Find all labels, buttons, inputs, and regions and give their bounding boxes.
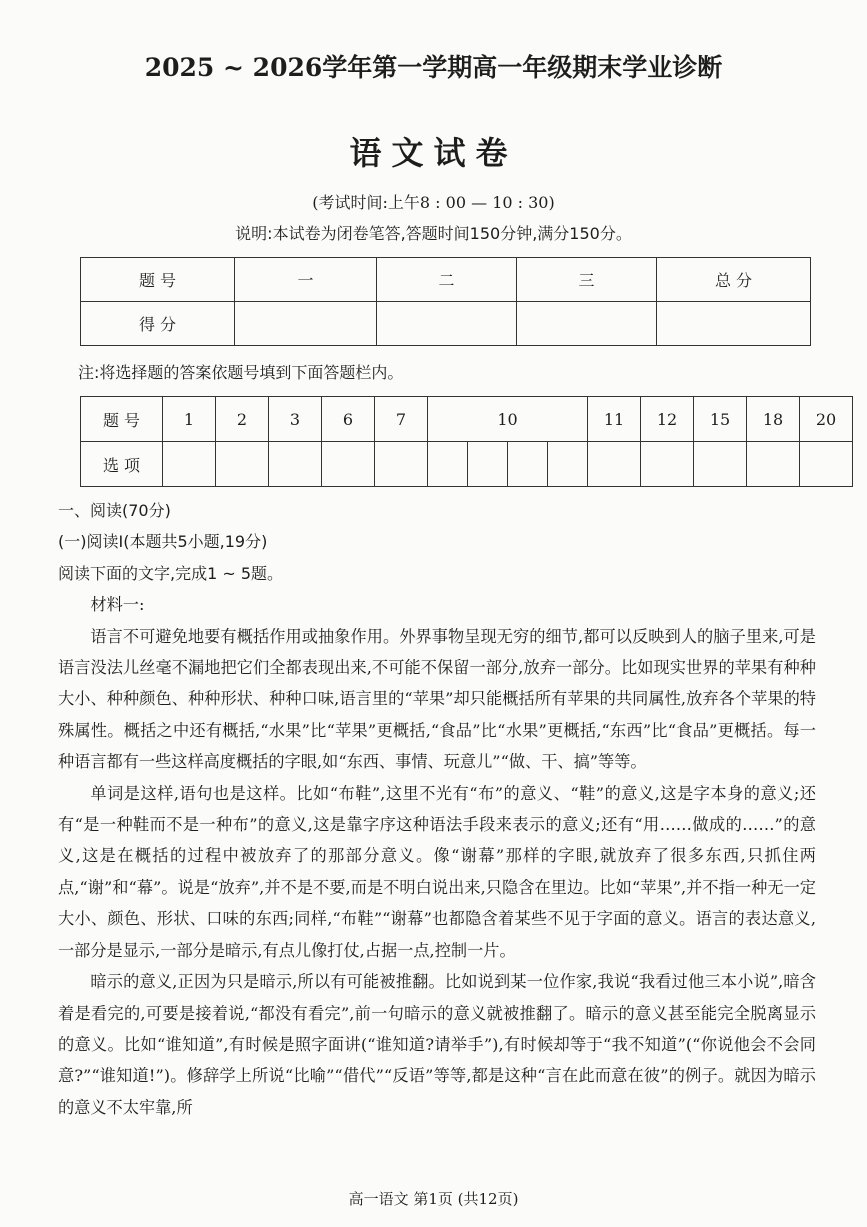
question-number: 10: [428, 397, 588, 442]
answer-input-cell[interactable]: [322, 442, 375, 487]
answer-table-option-row: [81, 442, 853, 487]
answer-label-number: 题 号: [81, 397, 163, 442]
question-number: 6: [322, 397, 375, 442]
answer-input-cell[interactable]: [800, 442, 853, 487]
page-footer: 高一语文 第1页 (共12页): [348, 1190, 519, 1208]
score-input-part1[interactable]: [235, 302, 377, 346]
answer-input-cell[interactable]: [269, 442, 322, 487]
reading-instruction: 阅读下面的文字,完成1 ~ 5题。: [58, 563, 284, 583]
answer-input-cell[interactable]: [508, 442, 548, 487]
score-table-header-row: [81, 258, 811, 302]
question-number: 20: [800, 397, 853, 442]
paper-title: 语文试卷: [349, 134, 518, 172]
score-input-part2[interactable]: [377, 302, 517, 346]
answer-input-cell[interactable]: [163, 442, 216, 487]
question-number: 18: [747, 397, 800, 442]
paragraph: 语言不可避免地要有概括作用或抽象作用。外界事物呈现无穷的细节,都可以反映到人的脑子里来,可是语言没法儿丝毫不漏地把它们全都表现出来,不可能不保留一部分,放弃一部分。比如现实世界的苹果有种种大小、种种颜色、种种形状、种种口味,语言里的“苹果”却只能概括所有苹果的共同属性,放弃各个苹果的特殊属性。概括之中还有概括,“水果”比“苹果”更概括,“食品”比“水果”更概括,“东西”比“食品”更概括。每一种语言都有一些这样高度概括的字眼,如“东西、事情、玩意儿”“做、干、搞”等等。: [58, 626, 816, 772]
exam-note: 说明:本试卷为闭卷笔答,答题时间150分钟,满分150分。: [235, 224, 632, 243]
score-cell-label: 题 号: [81, 258, 235, 302]
question-number: 7: [375, 397, 428, 442]
answer-input-cell[interactable]: [548, 442, 588, 487]
answer-table-number-row: [81, 397, 853, 442]
score-cell-part3: 三: [517, 258, 657, 302]
answer-input-cell[interactable]: [747, 442, 800, 487]
question-number: 2: [216, 397, 269, 442]
answer-input-cell[interactable]: [468, 442, 508, 487]
score-row-label: 得 分: [81, 302, 235, 346]
answer-label-option: 选 项: [81, 442, 163, 487]
answer-input-cell[interactable]: [428, 442, 468, 487]
question-number: 12: [641, 397, 694, 442]
score-cell-part2: 二: [377, 258, 517, 302]
section-heading-part1: 一、阅读(70分): [58, 501, 171, 520]
paragraph: 暗示的意义,正因为只是暗示,所以有可能被推翻。比如说到某一位作家,我说“我看过他三本小说”,暗含着是看完的,可要是接着说,“都没有看完”,前一句暗示的意义就被推翻了。暗示的意义甚至能完全脱离显示的意义。比如“谁知道”,有时候是照字面讲(“谁知道?请举手”),有时候却等于“我不知道”(“你说他会不会同意?”“谁知道!”)。修辞学上所说“比喻”“借代”“反语”等等,都是这种“言在此而意在彼”的例子。就因为暗示的意义不太牢靠,所: [58, 972, 816, 1117]
exam-time: (考试时间:上午8 : 00 — 10 : 30): [312, 193, 555, 212]
answer-input-cell[interactable]: [375, 442, 428, 487]
exam-header: 2025 ~ 2026学年第一学期高一年级期末学业诊断: [144, 53, 723, 82]
question-number: 15: [694, 397, 747, 442]
reading-section: [58, 495, 816, 1123]
answer-table: [80, 396, 853, 487]
score-input-part3[interactable]: [517, 302, 657, 346]
score-table-score-row: [81, 302, 811, 346]
score-cell-total: 总 分: [657, 258, 811, 302]
answer-input-cell[interactable]: [694, 442, 747, 487]
score-table: [80, 257, 811, 346]
answer-input-cell[interactable]: [588, 442, 641, 487]
section-heading-reading1: (一)阅读Ⅰ(本题共5小题,19分): [58, 532, 268, 552]
score-input-total[interactable]: [657, 302, 811, 346]
score-cell-part1: 一: [235, 258, 377, 302]
paragraph: 单词是这样,语句也是这样。比如“布鞋”,这里不光有“布”的意义、“鞋”的意义,这是字本身的意义;还有“是一种鞋而不是一种布”的意义,这是靠字序这种语法手段来表示的意义;还有“用……做成的……”的意义,这是在概括的过程中被放弃了的那部分意义。像“谢幕”那样的字眼,就放弃了很多东西,只抓住两点,“谢”和“幕”。说是“放弃”,并不是不要,而是不明白说出来,只隐含在里边。比如“苹果”,并不指一种无一定大小、颜色、形状、口味的东西;同样,“布鞋”“谢幕”也都隐含着某些不见于字面的意义。语言的表达意义,一部分是显示,一部分是暗示,有点儿像打仗,占据一点,控制一片。: [58, 783, 816, 960]
question-number: 11: [588, 397, 641, 442]
answer-input-cell[interactable]: [641, 442, 694, 487]
answer-input-cell[interactable]: [216, 442, 269, 487]
question-number: 1: [163, 397, 216, 442]
answer-note: 注:将选择题的答案依题号填到下面答题栏内。: [78, 363, 404, 382]
question-number: 3: [269, 397, 322, 442]
material-label: 材料一:: [90, 595, 145, 615]
